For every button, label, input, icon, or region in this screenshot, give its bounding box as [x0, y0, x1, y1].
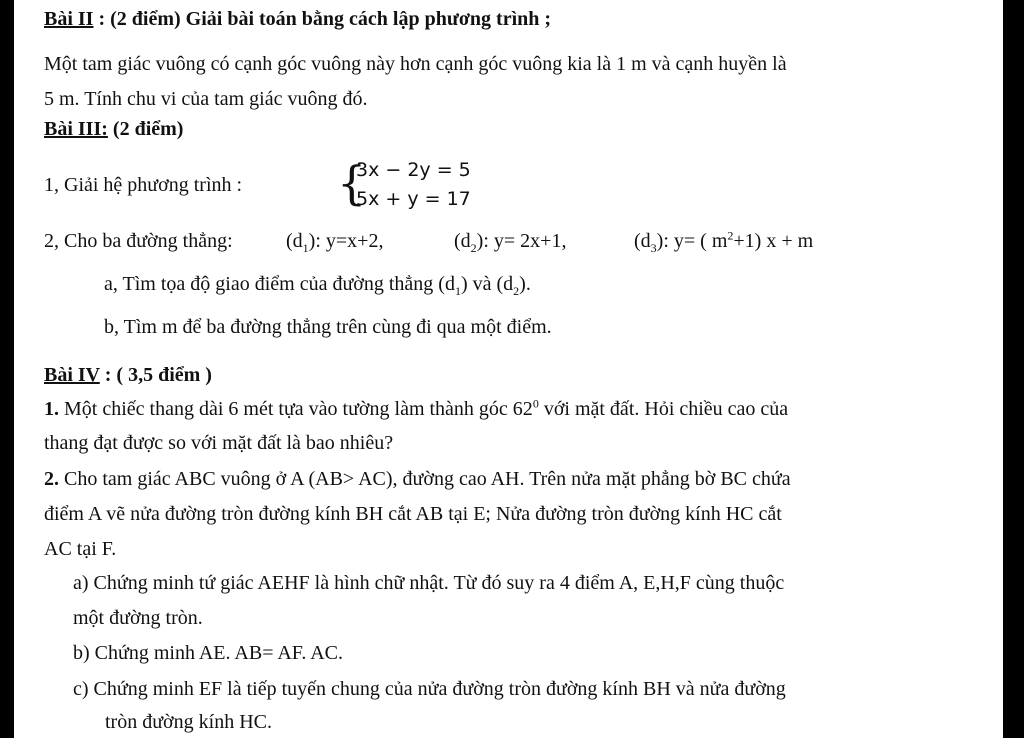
bai3-heading-points: (2 điểm): [107, 118, 184, 140]
bai3-qb: b, Tìm m để ba đường thẳng trên cùng đi qua một điểm.: [104, 316, 552, 338]
d3-eq-a: ): y= ( m: [656, 230, 728, 252]
p1-text-a: Một chiếc thang dài 6 mét tựa vào tường làm thành góc 62: [59, 398, 533, 420]
line-d2: [454, 228, 566, 254]
d1-eq: ): y=x+2,: [308, 230, 384, 252]
d3-sup: 2: [727, 228, 734, 243]
bai4-p2-line-3: AC tại F.: [44, 538, 117, 560]
qa-text-b: ) và (d: [460, 273, 514, 295]
d1-open: (d: [286, 230, 303, 252]
d3-open: (d: [634, 230, 651, 252]
d3-sub: 3: [650, 241, 657, 255]
bai4-a-line-2: một đường tròn.: [73, 607, 203, 629]
bai4-p2-line-2: điểm A vẽ nửa đường tròn đường kính BH cắt AB tại E; Nửa đường tròn đường kính HC cắt: [44, 503, 782, 525]
bai4-p1-line-2: thang đạt được so với mặt đất là bao nhiêu?: [44, 432, 394, 454]
bai4-b-line: b) Chứng minh AE. AB= AF. AC.: [73, 642, 344, 664]
qa-sub-2: 2: [513, 284, 520, 298]
bai4-heading-points: : ( 3,5 điểm ): [99, 364, 212, 386]
d1-sub: 1: [302, 241, 309, 255]
qa-sub-1: 1: [454, 284, 461, 298]
line-d3: [634, 228, 813, 254]
bai3-q1-label: 1, Giải hệ phương trình :: [44, 174, 243, 196]
p1-text-b: với mặt đất. Hỏi chiều cao của: [538, 398, 789, 420]
system-eq-2: 5x + y = 17: [356, 188, 471, 210]
bai3-qa: [104, 271, 531, 297]
bai4-heading-label: Bài IV: [44, 364, 100, 386]
bai3-q2-prefix: 2, Cho ba đường thẳng:: [44, 230, 233, 252]
document-page: [14, 0, 1003, 738]
bai2-line-2: 5 m. Tính chu vi của tam giác vuông đó.: [44, 88, 368, 110]
qa-text-a: a, Tìm tọa độ giao điểm của đường thẳng (d: [104, 273, 455, 295]
p1-degree: 0: [532, 396, 539, 411]
p1-number: 1.: [44, 398, 59, 420]
bai2-heading-rest: : (2 điểm) Giải bài toán bằng cách lập phương trình ;: [93, 8, 552, 30]
bai4-p2-line-1: [44, 466, 791, 492]
bai4-c-line-2: tròn đường kính HC.: [105, 711, 272, 733]
bai2-heading-label: Bài II: [44, 8, 94, 30]
system-eq-1: 3x − 2y = 5: [356, 159, 471, 181]
bai4-heading: [44, 362, 212, 388]
bai2-heading: [44, 6, 551, 32]
p2-number: 2.: [44, 468, 59, 490]
p2-text: Cho tam giác ABC vuông ở A (AB> AC), đường cao AH. Trên nửa mặt phẳng bờ BC chứa: [59, 468, 791, 490]
line-d1: [286, 228, 383, 254]
qa-text-c: ).: [519, 273, 531, 295]
d3-eq-b: +1) x + m: [733, 230, 814, 252]
bai4-p1-line-1: [44, 396, 788, 422]
bai4-c-line-1: c) Chứng minh EF là tiếp tuyến chung của nửa đường tròn đường kính BH và nửa đường: [73, 678, 786, 700]
bai4-a-line-1: a) Chứng minh tứ giác AEHF là hình chữ nhật. Từ đó suy ra 4 điểm A, E,H,F cùng thuộc: [73, 572, 785, 594]
bai3-heading: [44, 116, 183, 142]
d2-sub: 2: [470, 241, 477, 255]
d2-eq: ): y= 2x+1,: [476, 230, 567, 252]
d2-open: (d: [454, 230, 471, 252]
bai3-heading-label: Bài III:: [44, 118, 108, 140]
system-brace: {: [337, 156, 367, 210]
bai2-line-1: Một tam giác vuông có cạnh góc vuông này hơn cạnh góc vuông kia là 1 m và cạnh huyền là: [44, 53, 787, 75]
